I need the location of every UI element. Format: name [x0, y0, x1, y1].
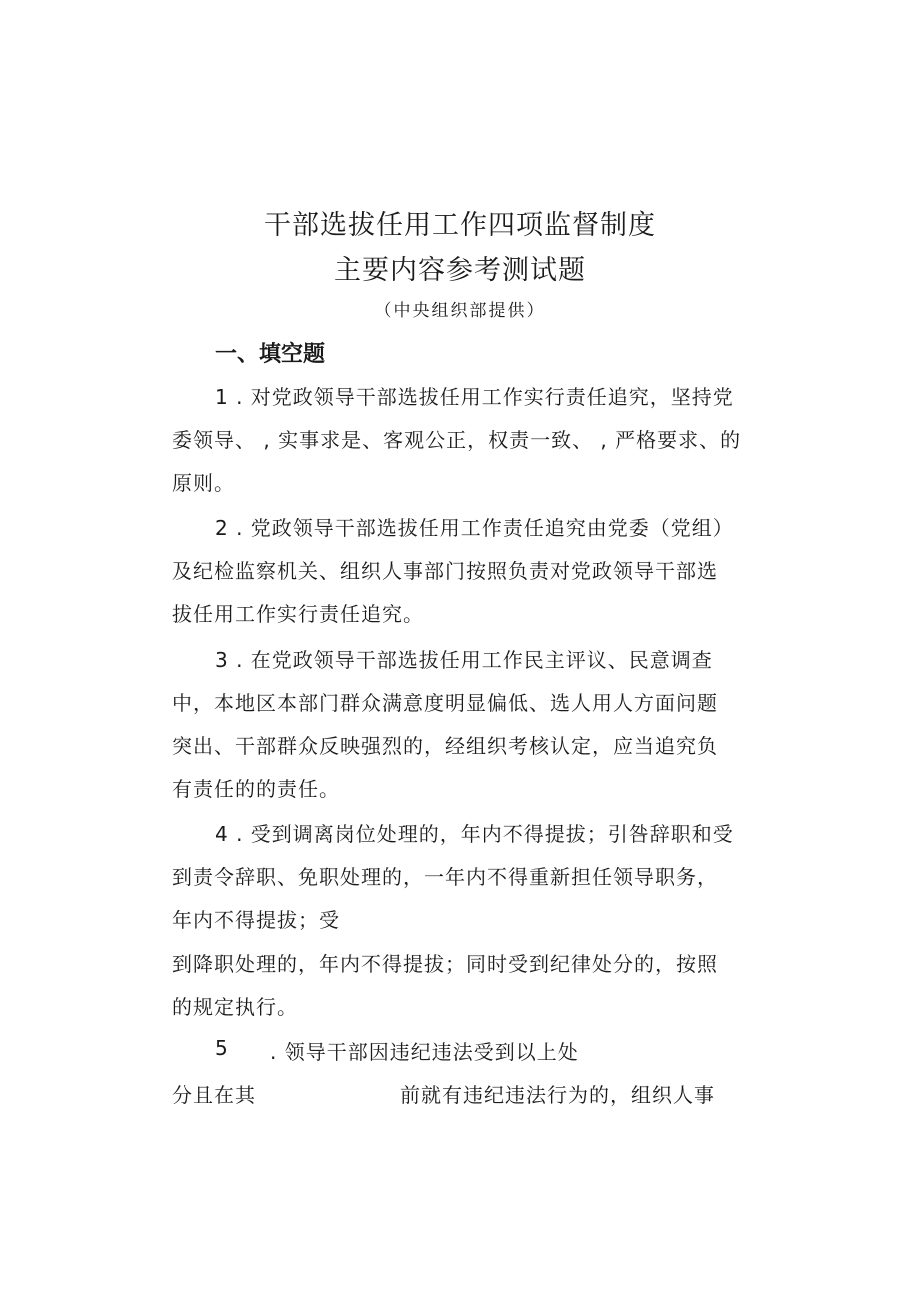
- q3-line-2: 中，本地区本部门群众满意度明显偏低、选人用人方面问题: [172, 691, 718, 715]
- q5-line-2b: 前就有违纪违法行为的，组织人事: [400, 1083, 715, 1107]
- q1-line-3: 原则。: [172, 471, 235, 495]
- q1-line-1: 1 . 对党政领导干部选拔任用工作实行责任追究，坚持党: [215, 385, 734, 409]
- q4-line-5: 的规定执行。: [172, 995, 298, 1019]
- q4-line-4: 到降职处理的，年内不得提拔；同时受到纪律处分的，按照: [172, 952, 718, 976]
- section-heading: 一、填空题: [215, 342, 326, 367]
- q5-line-2a: 分且在其: [172, 1083, 256, 1107]
- q5-line-1: . 领导干部因违纪违法受到以上处: [270, 1040, 579, 1064]
- source-note: （中央组织部提供）: [374, 301, 546, 321]
- q4-line-1: 4 . 受到调离岗位处理的，年内不得提拔；引咎辞职和受: [215, 822, 734, 846]
- q2-line-2: 及纪检监察机关、组织人事部门按照负责对党政领导干部选: [172, 559, 718, 583]
- q2-line-3: 拔任用工作实行责任追究。: [172, 602, 424, 626]
- q3-line-1: 3 . 在党政领导干部选拔任用工作民主评议、民意调查: [215, 648, 713, 672]
- q5-number: 5: [215, 1036, 229, 1060]
- q1-line-2: 委领导、 , 实事求是、客观公正，权责一致、 , 严格要求、的: [172, 428, 742, 452]
- title-line-2: 主要内容参考测试题: [334, 255, 586, 286]
- q4-line-3: 年内不得提拔；受: [172, 908, 340, 932]
- q2-line-1: 2 . 党政领导干部选拔任用工作责任追究由党委（党组）: [215, 516, 734, 540]
- q4-line-2: 到责令辞职、免职处理的，一年内不得重新担任领导职务，: [172, 865, 718, 889]
- q3-line-4: 有责任的的责任。: [172, 777, 340, 801]
- q3-line-3: 突出、干部群众反映强烈的，经组织考核认定，应当追究负: [172, 734, 718, 758]
- title-line-1: 干部选拔任用工作四项监督制度: [264, 210, 656, 241]
